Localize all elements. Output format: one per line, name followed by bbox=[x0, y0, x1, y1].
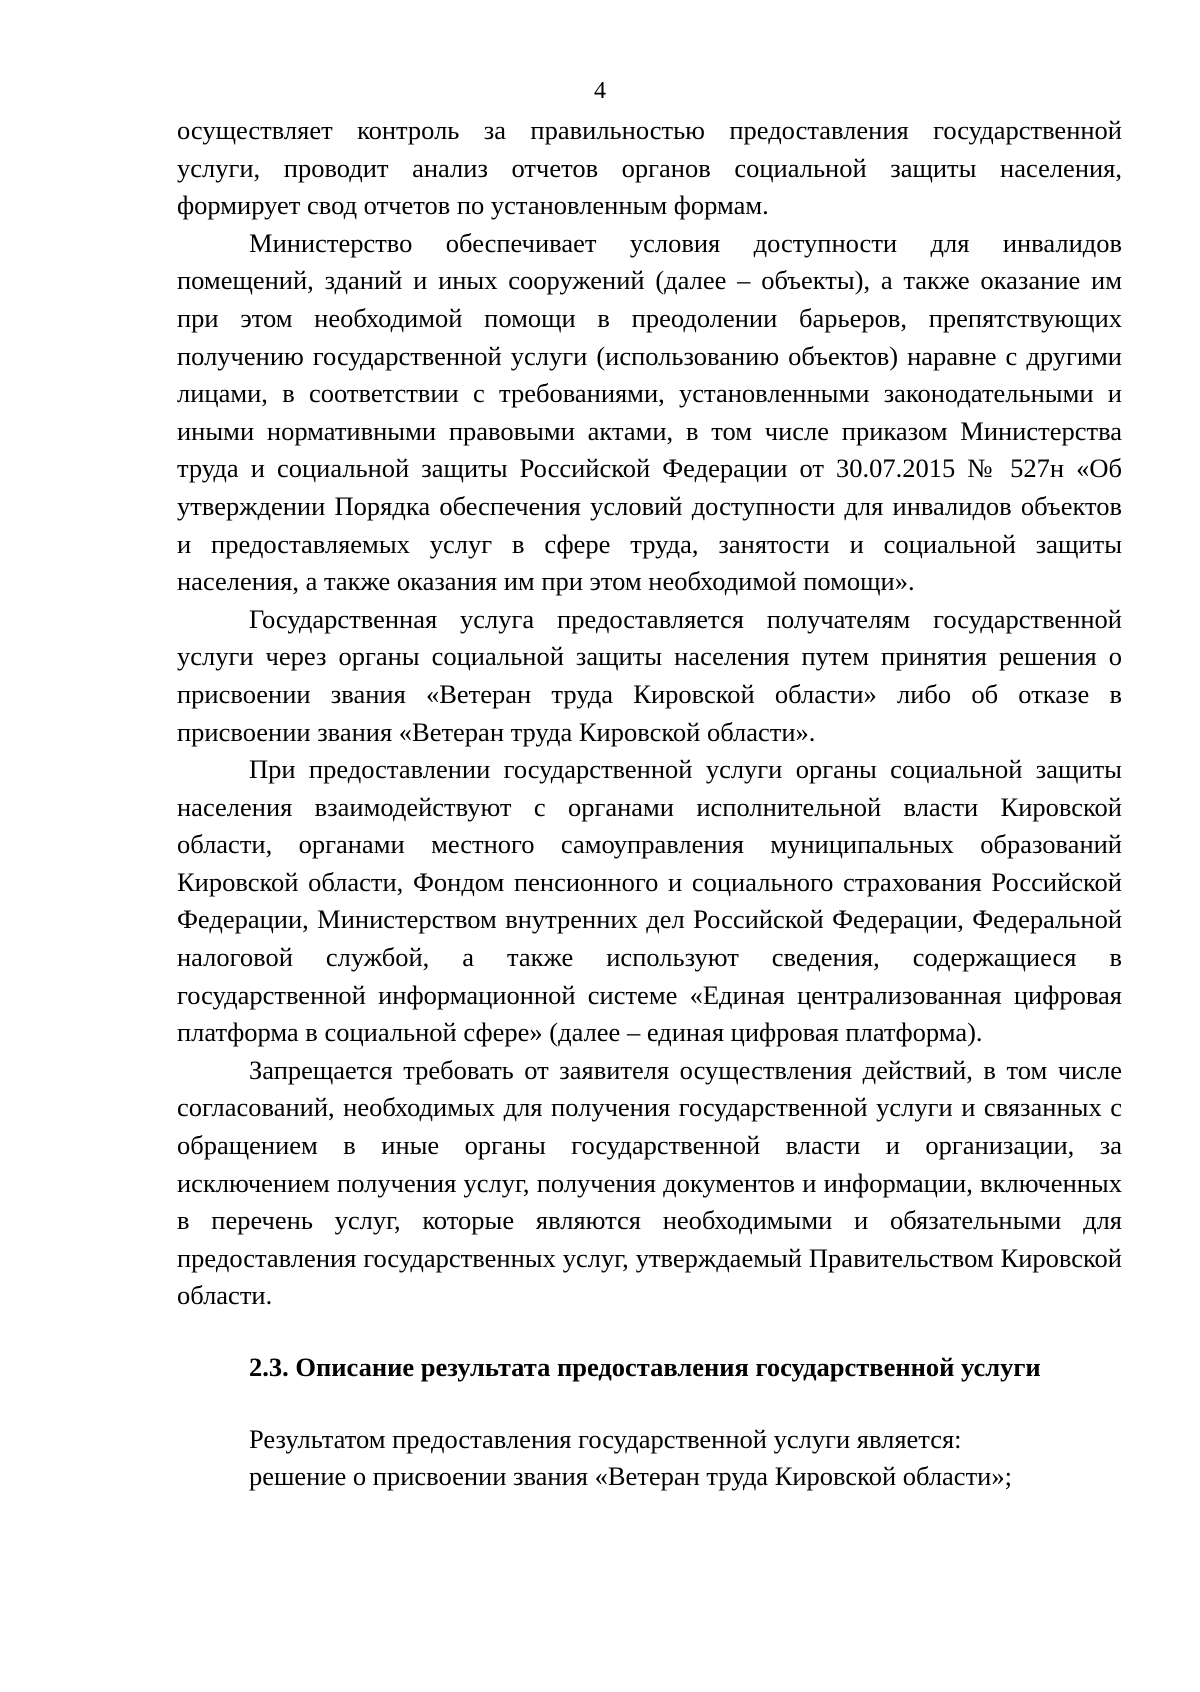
result-line-2: решение о присвоении звания «Ветеран труда Кировской области»; bbox=[249, 1461, 1012, 1492]
page-number: 4 bbox=[594, 78, 606, 104]
paragraph-accessibility: Министерство обеспечивает условия доступности для инвалидов помещений, зданий и иных сооружений (далее – объекты), а также оказание им при этом необходимой помощи в преодолении барьеров, препятствующих получению государственной услуги (использованию объектов) наравне с другими лицами, в соответствии с требованиями, установленными законодательными и иными нормативными правовыми актами, в том числе приказом Министерства труда и социальной защиты Российской Федерации от 30.07.2015 № 527н «Об утверждении Порядка обеспечения условий доступности для инвалидов объектов и предоставляемых услуг в сфере труда, занятости и социальной защиты населения, а также оказания им при этом необходимой помощи». bbox=[177, 227, 1122, 597]
document-body bbox=[177, 112, 1122, 1496]
paragraph-service-provision: Государственная услуга предоставляется получателям государственной услуги через органы социальной защиты населения путем принятия решения о присвоении звания «Ветеран труда Кировской области» либо об отказе в присвоении звания «Ветеран труда Кировской области». bbox=[177, 603, 1122, 747]
paragraph-continuation: осуществляет контроль за правильностью предоставления государственной услуги, проводит анализ отчетов органов социальной защиты населения, формирует свод отчетов по установленным формам. bbox=[177, 115, 1122, 221]
paragraph-prohibition: Запрещается требовать от заявителя осуществления действий, в том числе согласований, необходимых для получения государственной услуги и связанных с обращением в иные органы государственной власти и организации, за исключением получения услуг, получения документов и информации, включенных в перечень услуг, которые являются необходимыми и обязательными для предоставления государственных услуг, утверждаемый Правительством Кировской области. bbox=[177, 1054, 1122, 1311]
result-line-1: Результатом предоставления государственной услуги является: bbox=[249, 1423, 962, 1454]
paragraph-interaction: При предоставлении государственной услуги органы социальной защиты населения взаимодействуют с органами исполнительной власти Кировской области, органами местного самоуправления муниципальных образований Кировской области, Фондом пенсионного и социального страхования Российской Федерации, Министерством внутренних дел Российской Федерации, Федеральной налоговой службой, а также используют сведения, содержащиеся в государственной информационной системе «Единая централизованная цифровая платформа в социальной сфере» (далее – единая цифровая платформа). bbox=[177, 754, 1122, 1048]
section-heading: 2.3. Описание результата предоставления государственной услуги bbox=[249, 1352, 1041, 1382]
